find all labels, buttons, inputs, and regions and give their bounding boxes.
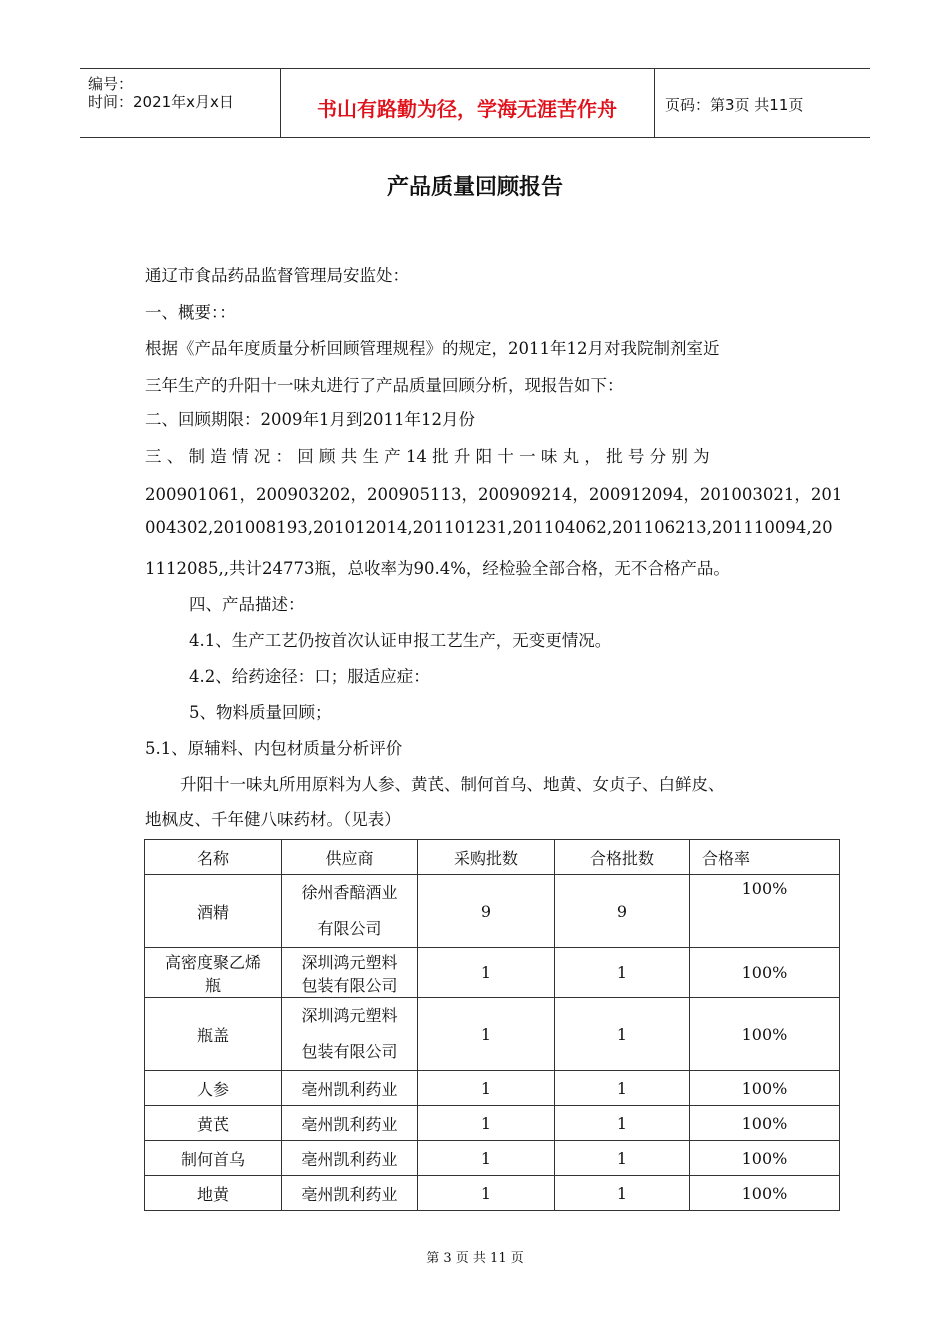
cell-name: 制何首乌 — [145, 1141, 282, 1176]
cell-rate: 100% — [690, 1071, 840, 1106]
addressee: 通辽市食品药品监督管理局安监处： — [145, 266, 409, 285]
cell-text: 深圳鸿元塑料 — [301, 952, 398, 972]
cell-name: 地黄 — [145, 1176, 282, 1211]
document-title: 产品质量回顾报告 — [386, 175, 563, 200]
batch-summary-line: 1112085,,共计24773瓶，总收率为90.4%，经检验全部合格，无不合格产品。 — [145, 559, 730, 578]
materials-quality-table — [144, 839, 840, 1211]
cell-purchased: 1 — [418, 998, 555, 1071]
table-row — [145, 1176, 840, 1211]
cell-rate: 100% — [690, 998, 840, 1071]
column-header: 采购批数 — [418, 840, 555, 875]
section-manufacturing: 三 、 制 造 情 况 ： 回 顾 共 生 产 14 批 升 阳 十 一 味 丸 ， 批 号 分 别 为 — [145, 447, 710, 466]
paragraph: 地枫皮、千年健八味药材。（见表） — [145, 810, 401, 829]
cell-text: 有限公司 — [317, 919, 382, 938]
cell-rate: 100% — [690, 875, 840, 948]
column-header: 供应商 — [282, 840, 418, 875]
cell-supplier: 亳州凯利药业 — [282, 1141, 418, 1176]
cell-qualified: 1 — [555, 1176, 690, 1211]
cell-name: 瓶盖 — [145, 998, 282, 1071]
cell-qualified: 1 — [555, 998, 690, 1071]
cell-rate: 100% — [690, 948, 840, 998]
cell-name: 黄芪 — [145, 1106, 282, 1141]
document-date-label: 时间：2021年x月x日 — [88, 93, 234, 111]
cell-supplier — [282, 998, 418, 1071]
cell-qualified: 1 — [555, 1106, 690, 1141]
table-row — [145, 875, 840, 948]
cell-rate: 100% — [690, 1176, 840, 1211]
cell-supplier: 亳州凯利药业 — [282, 1071, 418, 1106]
cell-supplier — [282, 948, 418, 998]
table-header-row — [145, 840, 840, 875]
cell-text: 高密度聚乙烯 — [164, 952, 261, 972]
section-overview-heading: 一、概要：： — [145, 303, 236, 322]
cell-purchased: 1 — [418, 1176, 555, 1211]
subsection-process: 4.1、生产工艺仍按首次认证申报工艺生产，无变更情况。 — [189, 631, 612, 650]
paragraph: 三年生产的升阳十一味丸进行了产品质量回顾分析，现报告如下： — [145, 376, 624, 395]
page-footer: 第 3 页 共 11 页 — [426, 1251, 524, 1266]
cell-qualified: 9 — [555, 875, 690, 948]
table-row — [145, 1071, 840, 1106]
column-header: 合格率 — [690, 840, 840, 875]
header-page-indicator: 页码：第3页 共11页 — [665, 96, 804, 114]
cell-supplier — [282, 875, 418, 948]
paragraph: 升阳十一味丸所用原料为人参、黄芪、制何首乌、地黄、女贞子、白鲜皮、 — [180, 775, 725, 794]
section-review-period: 二、回顾期限：2009年1月到2011年12月份 — [145, 410, 475, 429]
table-row — [145, 1106, 840, 1141]
table-row — [145, 1141, 840, 1176]
cell-purchased: 1 — [418, 1071, 555, 1106]
cell-text: 徐州香醅酒业 — [301, 883, 398, 902]
batch-numbers-line: 200901061，200903202，200905113，200909214，200912094，201003021，201 — [145, 485, 843, 504]
column-header: 名称 — [145, 840, 282, 875]
cell-purchased: 1 — [418, 948, 555, 998]
section-material-review: 5、物料质量回顾； — [189, 703, 332, 722]
cell-purchased: 9 — [418, 875, 555, 948]
cell-name: 酒精 — [145, 875, 282, 948]
header-slogan: 书山有路勤为径，学海无涯苦作舟 — [317, 97, 617, 121]
subsection-materials-analysis: 5.1、原辅料、内包材质量分析评价 — [145, 739, 403, 758]
cell-qualified: 1 — [555, 1141, 690, 1176]
section-product-description: 四、产品描述： — [189, 595, 305, 614]
cell-name: 人参 — [145, 1071, 282, 1106]
column-header: 合格批数 — [555, 840, 690, 875]
cell-text: 包装有限公司 — [301, 1042, 398, 1061]
cell-supplier: 亳州凯利药业 — [282, 1106, 418, 1141]
batch-numbers-line: 004302,201008193,201012014,201101231,201104062,201106213,201110094,20 — [145, 518, 833, 537]
cell-text: 深圳鸿元塑料 — [301, 1006, 398, 1025]
cell-supplier: 亳州凯利药业 — [282, 1176, 418, 1211]
cell-qualified: 1 — [555, 948, 690, 998]
cell-qualified: 1 — [555, 1071, 690, 1106]
page-header — [80, 68, 870, 138]
header-divider — [654, 69, 655, 137]
cell-rate: 100% — [690, 1141, 840, 1176]
cell-purchased: 1 — [418, 1106, 555, 1141]
cell-purchased: 1 — [418, 1141, 555, 1176]
paragraph: 根据《产品年度质量分析回顾管理规程》的规定，2011年12月对我院制剂室近 — [145, 339, 720, 358]
table-row — [145, 948, 840, 998]
cell-text: 瓶 — [204, 975, 221, 995]
document-number-label: 编号： — [88, 75, 134, 93]
subsection-route: 4.2、给药途径：口；服适应症： — [189, 667, 430, 686]
cell-rate: 100% — [690, 1106, 840, 1141]
table-row — [145, 998, 840, 1071]
cell-name — [145, 948, 282, 998]
cell-text: 包装有限公司 — [301, 975, 398, 995]
